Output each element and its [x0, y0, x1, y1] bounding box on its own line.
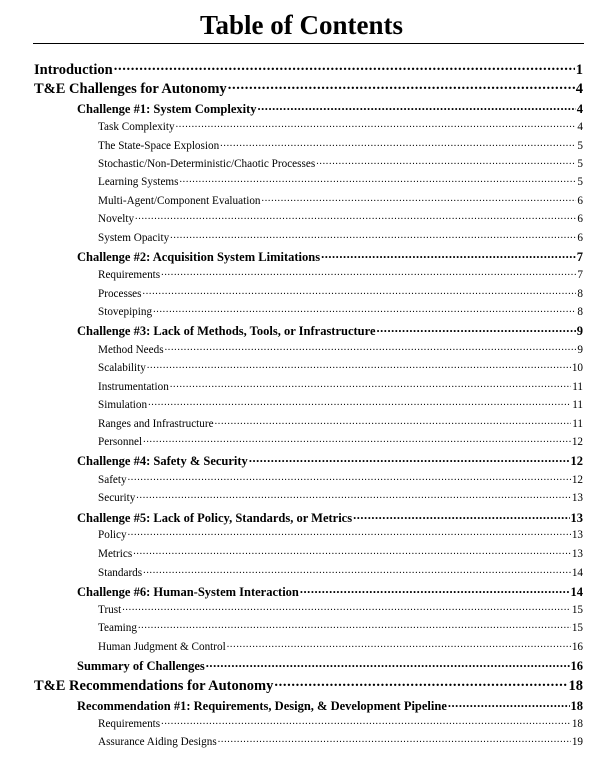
dot-leader — [206, 657, 570, 670]
toc-entry-page-number: 19 — [571, 736, 583, 749]
toc-subsection-entry[interactable] — [77, 248, 583, 264]
toc-item-entry[interactable] — [98, 156, 583, 170]
toc-entry-label: Task Complexity — [98, 121, 175, 134]
toc-entry-label: Instrumentation — [98, 381, 169, 394]
toc-entry-page-number: 18 — [570, 698, 583, 713]
dot-leader — [258, 100, 576, 113]
toc-subsection-entry[interactable] — [77, 452, 583, 468]
dot-leader — [143, 434, 571, 445]
toc-entry-label: Ranges and Infrastructure — [98, 418, 214, 431]
toc-entry-label: Challenge #2: Acquisition System Limitations — [77, 249, 321, 264]
toc-entry-page-number: 8 — [577, 288, 583, 301]
toc-item-entry[interactable] — [98, 602, 583, 616]
toc-entry-label: System Opacity — [98, 232, 170, 245]
toc-entry-page-number: 7 — [577, 269, 583, 282]
toc-entry-label: Multi-Agent/Component Evaluation — [98, 195, 261, 208]
toc-subsection-entry[interactable] — [77, 657, 583, 673]
dot-leader — [316, 156, 576, 167]
dot-leader — [153, 304, 576, 315]
toc-entry-page-number: 14 — [570, 584, 583, 599]
toc-entry-label: Metrics — [98, 548, 133, 561]
toc-entry-label: Summary of Challenges — [77, 658, 205, 673]
toc-entry-label: Personnel — [98, 436, 143, 449]
toc-item-entry[interactable] — [98, 193, 583, 207]
toc-entry-label: Challenge #4: Safety & Security — [77, 453, 248, 468]
dot-leader — [262, 193, 577, 204]
toc-entry-label: Teaming — [98, 622, 137, 635]
toc-entry-page-number: 18 — [571, 718, 583, 731]
toc-entry-label: Assurance Aiding Designs — [98, 736, 217, 749]
toc-entry-label: Policy — [98, 529, 127, 542]
toc-entry-page-number: 6 — [577, 213, 583, 226]
dot-leader — [220, 138, 576, 149]
dot-leader — [353, 509, 569, 522]
toc-item-entry[interactable] — [98, 434, 583, 448]
toc-subsection-entry[interactable] — [77, 322, 583, 338]
dot-leader — [128, 472, 571, 483]
toc-item-entry[interactable] — [98, 472, 583, 486]
toc-entry-page-number: 5 — [577, 140, 583, 153]
toc-entry-label: Safety — [98, 474, 127, 487]
toc-entry-label: Introduction — [34, 61, 113, 78]
toc-subsection-entry[interactable] — [77, 697, 583, 713]
toc-item-entry[interactable] — [98, 138, 583, 152]
toc-entry-label: Human Judgment & Control — [98, 641, 226, 654]
toc-entry-page-number: 4 — [576, 101, 583, 116]
toc-section-entry[interactable] — [34, 78, 583, 96]
dot-leader — [274, 675, 567, 690]
dot-leader — [249, 452, 570, 465]
toc-item-entry[interactable] — [98, 397, 583, 411]
dot-leader — [143, 565, 571, 576]
dot-leader — [138, 620, 571, 631]
dot-leader — [170, 379, 571, 390]
toc-entry-label: Learning Systems — [98, 176, 179, 189]
dot-leader — [161, 716, 571, 727]
title-divider — [33, 43, 584, 44]
toc-entry-page-number: 15 — [571, 604, 583, 617]
toc-subsection-entry[interactable] — [77, 509, 583, 525]
toc-entry-page-number: 15 — [571, 622, 583, 635]
toc-entry-page-number: 14 — [571, 567, 583, 580]
toc-entry-page-number: 16 — [570, 658, 583, 673]
dot-leader — [300, 583, 570, 596]
toc-item-entry[interactable] — [98, 527, 583, 541]
dot-leader — [148, 397, 571, 408]
toc-entry-page-number: 6 — [577, 232, 583, 245]
dot-leader — [228, 78, 575, 93]
toc-item-entry[interactable] — [98, 286, 583, 300]
dot-leader — [448, 697, 570, 710]
toc-entry-label: Challenge #6: Human-System Interaction — [77, 584, 299, 599]
toc-entry-page-number: 16 — [571, 641, 583, 654]
toc-item-entry[interactable] — [98, 639, 583, 653]
toc-item-entry[interactable] — [98, 620, 583, 634]
toc-entry-label: Simulation — [98, 399, 148, 412]
toc-entry-label: Method Needs — [98, 344, 164, 357]
toc-item-entry[interactable] — [98, 267, 583, 281]
toc-item-entry[interactable] — [98, 734, 583, 748]
toc-entry-page-number: 13 — [571, 529, 583, 542]
toc-entry-page-number: 12 — [571, 474, 583, 487]
dot-leader — [176, 119, 577, 130]
toc-entry-page-number: 13 — [571, 492, 583, 505]
dot-leader — [321, 248, 576, 261]
toc-item-entry[interactable] — [98, 211, 583, 225]
dot-leader — [377, 322, 576, 335]
dot-leader — [215, 416, 572, 427]
toc-item-entry[interactable] — [98, 342, 583, 356]
toc-section-entry[interactable] — [34, 59, 583, 77]
toc-item-entry[interactable] — [98, 546, 583, 560]
toc-entry-page-number: 11 — [572, 399, 583, 412]
toc-section-entry[interactable] — [34, 675, 583, 693]
toc-entry-label: Challenge #1: System Complexity — [77, 101, 257, 116]
toc-entry-page-number: 8 — [577, 306, 583, 319]
dot-leader — [227, 639, 571, 650]
toc-item-entry[interactable] — [98, 379, 583, 393]
toc-entry-page-number: 12 — [570, 453, 583, 468]
toc-entry-page-number: 9 — [577, 344, 583, 357]
toc-entry-label: Trust — [98, 604, 122, 617]
toc-entry-page-number: 5 — [577, 158, 583, 171]
toc-entry-label: Requirements — [98, 718, 161, 731]
page-title: Table of Contents — [199, 10, 404, 40]
toc-entry-label: Processes — [98, 288, 142, 301]
toc-item-entry[interactable] — [98, 230, 583, 244]
toc-entry-page-number: 4 — [575, 80, 583, 97]
dot-leader — [161, 267, 576, 278]
toc-entry-page-number: 12 — [571, 436, 583, 449]
toc-entry-label: Standards — [98, 567, 143, 580]
toc-entry-label: Security — [98, 492, 136, 505]
toc-entry-page-number: 9 — [576, 323, 583, 338]
dot-leader — [165, 342, 577, 353]
dot-leader — [122, 602, 571, 613]
toc-entry-page-number: 1 — [575, 61, 583, 78]
toc-entry-page-number: 7 — [576, 249, 583, 264]
toc-item-entry[interactable] — [98, 416, 583, 430]
dot-leader — [136, 490, 571, 501]
toc-entry-label: The State-Space Explosion — [98, 140, 220, 153]
toc-entry-page-number: 10 — [571, 362, 583, 375]
toc-entry-label: Requirements — [98, 269, 161, 282]
dot-leader — [133, 546, 571, 557]
toc-entry-label: T&E Recommendations for Autonomy — [34, 677, 274, 694]
toc-entry-label: T&E Challenges for Autonomy — [34, 80, 227, 97]
toc-item-entry[interactable] — [98, 565, 583, 579]
dot-leader — [143, 286, 577, 297]
toc-entry-label: Challenge #5: Lack of Policy, Standards, or Metrics — [77, 510, 353, 525]
dot-leader — [114, 59, 575, 74]
toc-entry-page-number: 6 — [577, 195, 583, 208]
toc-entry-label: Stovepiping — [98, 306, 153, 319]
toc-entry-page-number: 5 — [577, 176, 583, 189]
toc-entry-page-number: 4 — [577, 121, 583, 134]
toc-subsection-entry[interactable] — [77, 583, 583, 599]
toc-entry-page-number: 13 — [571, 548, 583, 561]
toc-item-entry[interactable] — [98, 716, 583, 730]
toc-entry-label: Stochastic/Non-Deterministic/Chaotic Processes — [98, 158, 316, 171]
dot-leader — [147, 360, 571, 371]
toc-entry-label: Recommendation #1: Requirements, Design, & Development Pipeline — [77, 698, 447, 713]
toc-item-entry[interactable] — [98, 360, 583, 374]
toc-item-entry[interactable] — [98, 304, 583, 318]
dot-leader — [135, 211, 576, 222]
toc-entry-page-number: 11 — [572, 418, 583, 431]
toc-entry-page-number: 18 — [568, 677, 583, 694]
toc-entry-label: Novelty — [98, 213, 135, 226]
toc-entry-label: Scalability — [98, 362, 146, 375]
toc-item-entry[interactable] — [98, 174, 583, 188]
dot-leader — [179, 174, 576, 185]
toc-entry-page-number: 13 — [570, 510, 583, 525]
toc-subsection-entry[interactable] — [77, 100, 583, 116]
toc-item-entry[interactable] — [98, 119, 583, 133]
dot-leader — [170, 230, 576, 241]
toc-entry-page-number: 11 — [572, 381, 583, 394]
dot-leader — [128, 527, 571, 538]
toc-entry-label: Challenge #3: Lack of Methods, Tools, or Infrastructure — [77, 323, 376, 338]
toc-item-entry[interactable] — [98, 490, 583, 504]
dot-leader — [218, 734, 571, 745]
